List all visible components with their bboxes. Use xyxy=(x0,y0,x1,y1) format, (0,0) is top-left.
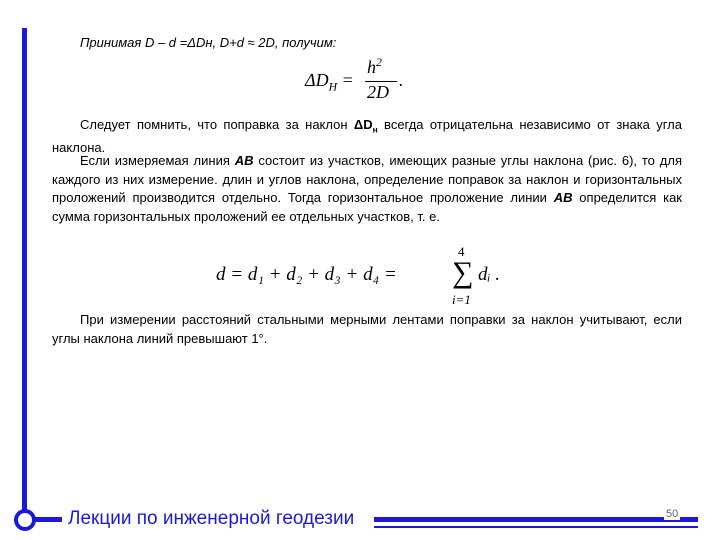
formula1-lhs: $\Delta D_H$ = xyxy=(305,70,354,94)
corner-ring-ornament xyxy=(14,509,36,531)
page-number: 50 xyxy=(666,508,679,520)
sum-upper-limit: 4 xyxy=(458,244,465,259)
paragraph-slope-sign: Следует помнить, что поправка за наклон $\Delta D_н$ всегда отрицательна независимо от знака угла наклона. xyxy=(52,117,682,156)
footer-right-rule-thin xyxy=(374,526,698,528)
intro-line: Принимая D – d =ΔDн, D+d ≈ 2D, получим: xyxy=(80,35,337,50)
paragraph-steel-tape: При измерении расстояний стальными мерными лентами поправки за наклон учитывают, если углы наклона линий превышают 1°. xyxy=(52,312,682,346)
sigma-symbol: ∑ xyxy=(452,256,474,289)
formula1-end: . xyxy=(399,70,404,90)
formula2-term: dᵢ . xyxy=(478,264,501,285)
footer-right-rule xyxy=(374,517,698,522)
formula2-main: d = d₁ + d₂ + d₃ + d₄ = xyxy=(216,264,397,285)
left-vertical-rule xyxy=(22,28,27,520)
footer-title: Лекции по инженерной геодезии xyxy=(68,508,355,529)
delta-dn-bold: $\Delta D_н$ xyxy=(353,117,378,135)
formula1-denominator: 2D xyxy=(367,82,389,102)
sum-lower-limit: i=1 xyxy=(452,292,471,307)
formula1-numerator: $h^2$ xyxy=(367,56,382,77)
paragraph-segmented-line: Если измеряемая линия AB состоит из участков, имеющих разные углы наклона (рис. 6), то для каждого из них измерение. длин и углов наклона, определение поправок за наклон и горизонтальных проложений производится отдельно. Тогда горизонтальное проложение линии AB определится как сумма горизонтальных проложений ее отдельных участков, т. е. xyxy=(52,153,682,224)
